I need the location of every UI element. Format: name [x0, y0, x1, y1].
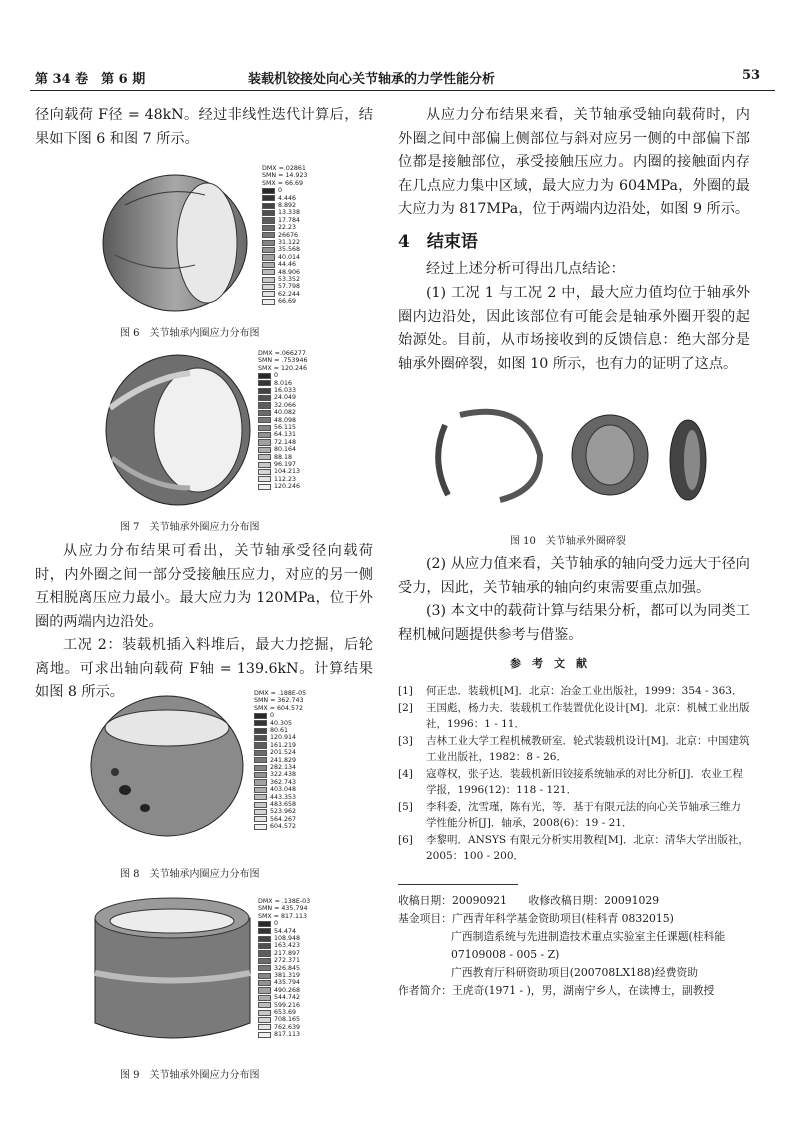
legend-swatch	[258, 943, 271, 949]
fig9-legend-level	[258, 920, 310, 927]
legend-value: 26676	[278, 231, 299, 239]
fig8-legend-level	[254, 786, 306, 793]
author-bio: 作者简介：王虎奇(1971 - )，男，湖南宁乡人，在读博士，副教授	[398, 984, 715, 997]
legend-value: 326.845	[274, 964, 301, 972]
fig6-legend-level	[262, 261, 307, 268]
fig8-inner-ring-stress-plot	[85, 690, 250, 840]
legend-swatch	[254, 809, 267, 815]
legend-swatch	[258, 965, 271, 971]
legend-value: 483.658	[270, 800, 297, 808]
fig8-smx: SMX = 604.572	[254, 704, 304, 712]
fig8-caption: 图 8 关节轴承内圈应力分布图	[120, 869, 260, 880]
fig8-legend-level	[254, 801, 306, 808]
fig10-caption: 图 10 关节轴承外圈碎裂	[510, 536, 626, 547]
fig9-legend-level	[258, 1024, 310, 1031]
fig6-legend-level	[262, 224, 307, 231]
references-title: 参 考 文 献	[510, 657, 587, 670]
fig9-legend-level	[258, 1009, 310, 1016]
legend-swatch	[254, 787, 267, 793]
fig9-legend-level	[258, 935, 310, 942]
left-paragraph-3: 工况 2：装载机插入料堆后，最大力挖掘，后轮离地。可求出轴向载荷 F轴 = 139.6kN。计算结果如图 8 所示。	[35, 637, 373, 700]
article-metadata	[398, 892, 758, 1000]
legend-swatch	[254, 750, 267, 756]
fig6-legend-level	[262, 276, 307, 283]
fig7-legend-level	[258, 387, 307, 394]
header-rule	[30, 90, 775, 91]
legend-value: 653.69	[274, 1008, 297, 1016]
legend-value: 48.906	[278, 268, 301, 276]
legend-swatch	[254, 802, 267, 808]
fig7-legend-level	[258, 417, 307, 424]
legend-swatch	[254, 772, 267, 778]
fig10-broken-ring-photos	[430, 405, 730, 505]
fig7-dmx: DMX =.066277	[258, 350, 306, 357]
legend-value: 120.246	[274, 483, 301, 491]
legend-swatch	[262, 240, 275, 246]
legend-swatch	[258, 395, 271, 401]
fig8-legend-level	[254, 727, 306, 734]
reference-text: 李科委，沈雪瑾，陈有光，等．基于有限元法的向心关节轴承三维力学性能分析[J]．轴承，2008(6)：19 - 21．	[426, 800, 741, 829]
legend-swatch	[258, 454, 271, 460]
legend-value: 403.048	[270, 786, 297, 794]
legend-swatch	[262, 269, 275, 275]
legend-swatch	[258, 921, 271, 927]
fig9-legend-level	[258, 965, 310, 972]
legend-value: 762.639	[274, 1023, 301, 1031]
legend-swatch	[262, 247, 275, 253]
fig6-legend-level	[262, 246, 307, 253]
fund-item-2: 广西制造系统与先进制造技术重点实验室主任课题(桂科能 07109008 - 005 - Z)	[451, 930, 726, 961]
legend-swatch	[262, 217, 275, 223]
legend-value: 120.914	[270, 734, 297, 742]
fig6-legend-level	[262, 209, 307, 216]
legend-swatch	[258, 1002, 271, 1008]
legend-value: 40.082	[274, 409, 297, 417]
legend-value: 66.69	[278, 298, 297, 306]
fig8-legend-level	[254, 794, 306, 801]
fig9-legend-level	[258, 950, 310, 957]
legend-value: 80.164	[274, 446, 297, 454]
fig8-legend-level	[254, 816, 306, 823]
legend-swatch	[262, 254, 275, 260]
legend-value: 80.61	[270, 727, 289, 734]
legend-value: 0	[274, 372, 279, 380]
reference-text: 何正忠．装载机[M]．北京：冶金工业出版社，1999：354 - 363．	[426, 685, 743, 697]
section-heading: 4 结束语	[398, 232, 478, 252]
legend-value: 88.18	[274, 453, 293, 461]
legend-value: 24.049	[274, 394, 297, 402]
legend-value: 8.892	[278, 202, 297, 209]
legend-swatch	[262, 284, 275, 290]
fig9-legend-level	[258, 994, 310, 1001]
legend-swatch	[258, 484, 271, 490]
legend-swatch	[254, 765, 267, 771]
legend-value: 0	[278, 187, 283, 195]
legend-value: 64.131	[274, 431, 297, 439]
legend-swatch	[262, 210, 275, 216]
legend-swatch	[254, 757, 267, 763]
legend-swatch	[254, 742, 267, 748]
fig6-legend	[262, 165, 307, 305]
running-title: 装载机铰接处向心关节轴承的力学性能分析	[248, 72, 496, 87]
legend-value: 48.098	[274, 416, 297, 424]
fig7-legend-level	[258, 372, 307, 379]
reference-text: 王国彪，杨力夫．装载机工作装置优化设计[M]．北京：机械工业出版社，1996：1 - 11．	[426, 701, 750, 730]
fig6-legend-level	[262, 291, 307, 298]
legend-value: 362.743	[270, 778, 297, 786]
right-paragraph-3: (1) 工况 1 与工况 2 中，最大应力值均位于轴承外圈内边沿处，因此该部位有可能会是轴承外圈开裂的起始源处。目前，从市场接收到的反馈信息：绝大部分是轴承外圈碎裂，如图 10 所示，也有力的证明了这点。	[398, 285, 750, 372]
fig6-smx: SMX = 66.69	[262, 179, 304, 187]
fig9-legend-level	[258, 979, 310, 986]
fig7-legend-level	[258, 402, 307, 409]
fig7-legend-level	[258, 431, 307, 438]
legend-swatch	[254, 713, 267, 719]
legend-value: 708.165	[274, 1016, 301, 1024]
references-list	[398, 683, 750, 865]
legend-swatch	[254, 794, 267, 800]
legend-swatch	[258, 439, 271, 445]
legend-value: 161.219	[270, 741, 297, 749]
fig8-legend-level	[254, 749, 306, 756]
reference-number: [1]	[398, 685, 413, 697]
legend-swatch	[258, 447, 271, 453]
legend-value: 108.948	[274, 935, 301, 942]
fig6-legend-level	[262, 269, 307, 276]
legend-swatch	[262, 225, 275, 231]
reference-text: 吉林工业大学工程机械教研室．轮式装载机设计[M]．北京：中国建筑工业出版社，1982：8 - 26．	[426, 734, 750, 763]
legend-value: 35.568	[278, 246, 301, 254]
fig8-legend-level	[254, 742, 306, 749]
legend-swatch	[262, 203, 275, 209]
fig9-legend-level	[258, 1016, 310, 1023]
right-paragraph-2: 经过上述分析可得出几点结论：	[426, 261, 625, 277]
legend-swatch	[258, 432, 271, 438]
fig8-legend-level	[254, 734, 306, 741]
fig8-legend-level	[254, 757, 306, 764]
legend-value: 8.016	[274, 379, 293, 387]
fig6-smn: SMN = 14.923	[262, 172, 308, 180]
fig7-legend-level	[258, 468, 307, 475]
fund-item-3: 广西教育厅科研资助项目(200708LX188)经费资助	[451, 966, 699, 979]
legend-swatch	[258, 462, 271, 468]
legend-value: 54.474	[274, 927, 297, 935]
legend-value: 56.115	[274, 423, 297, 431]
reference-text: 李黎明．ANSYS 有限元分析实用教程[M]．北京：清华大学出版社，2005：100 - 200．	[426, 833, 749, 862]
legend-swatch	[262, 262, 275, 268]
fig7-caption: 图 7 关节轴承外圈应力分布图	[120, 522, 260, 533]
legend-value: 523.962	[270, 808, 297, 816]
legend-swatch	[258, 936, 271, 942]
left-paragraph-1: 径向载荷 F径 = 48kN。经过非线性迭代计算后，结果如下图 6 和图 7 所示。	[35, 107, 373, 147]
fig7-legend-level	[258, 476, 307, 483]
legend-swatch	[258, 476, 271, 482]
fig7-legend-level	[258, 380, 307, 387]
legend-value: 599.216	[274, 1001, 301, 1009]
fig8-legend-level	[254, 779, 306, 786]
reference-item	[398, 832, 750, 865]
legend-swatch	[258, 410, 271, 416]
legend-swatch	[258, 380, 271, 386]
legend-value: 381.319	[274, 971, 301, 979]
legend-value: 22.23	[278, 224, 297, 232]
legend-value: 163.423	[274, 942, 301, 950]
fig9-legend-level	[258, 928, 310, 935]
fig8-legend-level	[254, 771, 306, 778]
legend-swatch	[254, 779, 267, 785]
legend-swatch	[262, 291, 275, 297]
legend-value: 322.438	[270, 771, 297, 779]
left-paragraph-2: 从应力分布结果可看出，关节轴承受径向载荷时，内外圈之间一部分受接触压应力，对应的另一侧互相脱离压应力最小。最大应力为 120MPa，位于外圈的两端内边沿处。	[35, 543, 373, 630]
fig7-legend-level	[258, 439, 307, 446]
fig6-legend-level	[262, 254, 307, 261]
fig7-legend-level	[258, 424, 307, 431]
legend-value: 44.46	[278, 261, 297, 269]
reference-number: [4]	[398, 767, 413, 780]
legend-swatch	[262, 188, 275, 194]
legend-value: 32.066	[274, 401, 297, 409]
received-dates: 收稿日期：20090921 收修改稿日期：20091029	[398, 894, 660, 907]
fig9-legend-level	[258, 987, 310, 994]
fig7-legend-level	[258, 454, 307, 461]
fig9-smx: SMX = 817.113	[258, 912, 308, 920]
legend-swatch	[258, 388, 271, 394]
legend-swatch	[258, 1010, 271, 1016]
fig9-legend	[258, 898, 310, 1038]
fig6-legend-level	[262, 298, 307, 305]
fig7-legend-level	[258, 409, 307, 416]
fig8-legend	[254, 690, 306, 830]
legend-value: 435.794	[274, 979, 301, 987]
right-paragraph-1: 从应力分布结果来看，关节轴承受轴向载荷时，内外圈之间中部偏上侧部位与斜对应另一侧的中部偏下部位都是接触部位，承受接触压应力。内圈的接触面内存在几点应力集中区域，最大应力为 604MPa，外圈的最大应力为 817MPa，位于两端内边沿处，如图 9 所示。	[398, 107, 750, 217]
legend-value: 40.014	[278, 253, 301, 261]
fig7-smx: SMX = 120.246	[258, 364, 308, 372]
legend-value: 544.742	[274, 994, 301, 1002]
reference-item	[398, 733, 750, 766]
reference-item	[398, 766, 750, 799]
right-paragraph-5: (3) 本文中的载荷计算与结果分析，都可以为同类工程机械问题提供参考与借鉴。	[398, 603, 750, 643]
legend-value: 72.148	[274, 438, 297, 446]
legend-value: 96.197	[274, 460, 297, 468]
fig6-caption: 图 6 关节轴承内圈应力分布图	[120, 328, 260, 339]
fig7-legend	[258, 350, 307, 490]
legend-swatch	[254, 735, 267, 741]
fund-item-1: 基金项目：广西青年科学基金资助项目(桂科青 0832015)	[398, 912, 674, 925]
legend-swatch	[262, 195, 275, 201]
fig9-legend-level	[258, 942, 310, 949]
fig6-legend-level	[262, 195, 307, 202]
legend-value: 272.371	[274, 957, 301, 965]
legend-value: 16.033	[274, 387, 297, 394]
fig6-legend-level	[262, 202, 307, 209]
legend-swatch	[258, 402, 271, 408]
legend-swatch	[258, 1032, 271, 1038]
legend-value: 31.122	[278, 238, 301, 246]
legend-value: 443.353	[270, 793, 297, 801]
reference-number: [2]	[398, 701, 413, 714]
legend-swatch	[258, 417, 271, 423]
legend-swatch	[258, 987, 271, 993]
legend-swatch	[258, 973, 271, 979]
fig6-legend-level	[262, 232, 307, 239]
legend-value: 13.338	[278, 209, 301, 217]
reference-text: 寇尊权，张子达．装载机新旧铰接系统轴承的对比分析[J]．农业工程学报，1996(12)：118 - 121．	[426, 767, 743, 796]
legend-swatch	[258, 1017, 271, 1023]
fig9-legend-level	[258, 1031, 310, 1038]
legend-value: 57.798	[278, 283, 301, 291]
fig9-dmx: DMX = .138E-03	[258, 898, 311, 905]
legend-value: 564.267	[270, 815, 297, 823]
fig6-legend-level	[262, 187, 307, 194]
legend-swatch	[258, 469, 271, 475]
fig9-legend-level	[258, 1002, 310, 1009]
legend-value: 241.829	[270, 756, 297, 764]
reference-number: [6]	[398, 833, 413, 846]
reference-item	[398, 700, 750, 733]
legend-value: 104.213	[274, 468, 301, 476]
legend-value: 604.572	[270, 823, 297, 831]
legend-value: 217.897	[274, 949, 301, 957]
legend-swatch	[254, 728, 267, 734]
legend-value: 201.524	[270, 749, 297, 757]
fig7-outer-ring-stress-plot	[100, 348, 255, 510]
fig8-legend-level	[254, 823, 306, 830]
legend-value: 490.268	[274, 986, 301, 994]
reference-item	[398, 799, 750, 832]
footnote-rule	[398, 884, 518, 885]
fig6-legend-level	[262, 217, 307, 224]
fig9-caption: 图 9 关节轴承外圈应力分布图	[120, 1070, 260, 1081]
legend-swatch	[262, 299, 275, 305]
legend-swatch	[254, 816, 267, 822]
legend-swatch	[258, 425, 271, 431]
legend-value: 62.244	[278, 290, 301, 298]
legend-swatch	[258, 928, 271, 934]
fig8-smn: SMN = 362.743	[254, 697, 304, 705]
fig9-legend-level	[258, 972, 310, 979]
journal-volume: 第 34 卷 第 6 期	[35, 72, 146, 87]
legend-swatch	[262, 232, 275, 238]
fig8-legend-level	[254, 712, 306, 719]
legend-value: 0	[270, 712, 275, 720]
legend-value: 112.23	[274, 475, 297, 483]
fig7-legend-level	[258, 461, 307, 468]
legend-value: 17.784	[278, 216, 301, 224]
fig8-legend-level	[254, 720, 306, 727]
legend-value: 0	[274, 920, 279, 928]
legend-swatch	[258, 980, 271, 986]
fig7-legend-level	[258, 483, 307, 490]
legend-value: 282.134	[270, 763, 297, 771]
legend-swatch	[258, 950, 271, 956]
fig7-legend-level	[258, 394, 307, 401]
legend-swatch	[258, 958, 271, 964]
legend-swatch	[262, 277, 275, 283]
legend-swatch	[258, 995, 271, 1001]
fig7-legend-level	[258, 446, 307, 453]
fig6-dmx: DMX =.02861	[262, 165, 306, 172]
right-paragraph-4: (2) 从应力值来看，关节轴承的轴向受力远大于径向受力，因此，关节轴承的轴向约束需要重点加强。	[398, 556, 750, 596]
fig9-legend-level	[258, 957, 310, 964]
reference-number: [5]	[398, 800, 413, 813]
legend-value: 40.305	[270, 719, 293, 727]
fig8-dmx: DMX = .188E-05	[254, 690, 307, 697]
legend-swatch	[254, 720, 267, 726]
fig9-outer-ring-stress-plot	[90, 893, 255, 1053]
fig9-smn: SMN = 435.794	[258, 905, 308, 913]
fig6-legend-level	[262, 283, 307, 290]
legend-swatch	[258, 1024, 271, 1030]
legend-value: 817.113	[274, 1031, 301, 1039]
reference-item	[398, 683, 750, 700]
fig6-legend-level	[262, 239, 307, 246]
fig7-smn: SMN = .753946	[258, 357, 308, 365]
legend-value: 4.446	[278, 194, 297, 202]
legend-swatch	[258, 373, 271, 379]
reference-number: [3]	[398, 734, 413, 747]
fig8-legend-level	[254, 808, 306, 815]
fig6-inner-ring-stress-plot	[95, 165, 255, 315]
legend-swatch	[254, 824, 267, 830]
legend-value: 53.352	[278, 275, 301, 283]
fig8-legend-level	[254, 764, 306, 771]
page-number: 53	[742, 68, 761, 83]
